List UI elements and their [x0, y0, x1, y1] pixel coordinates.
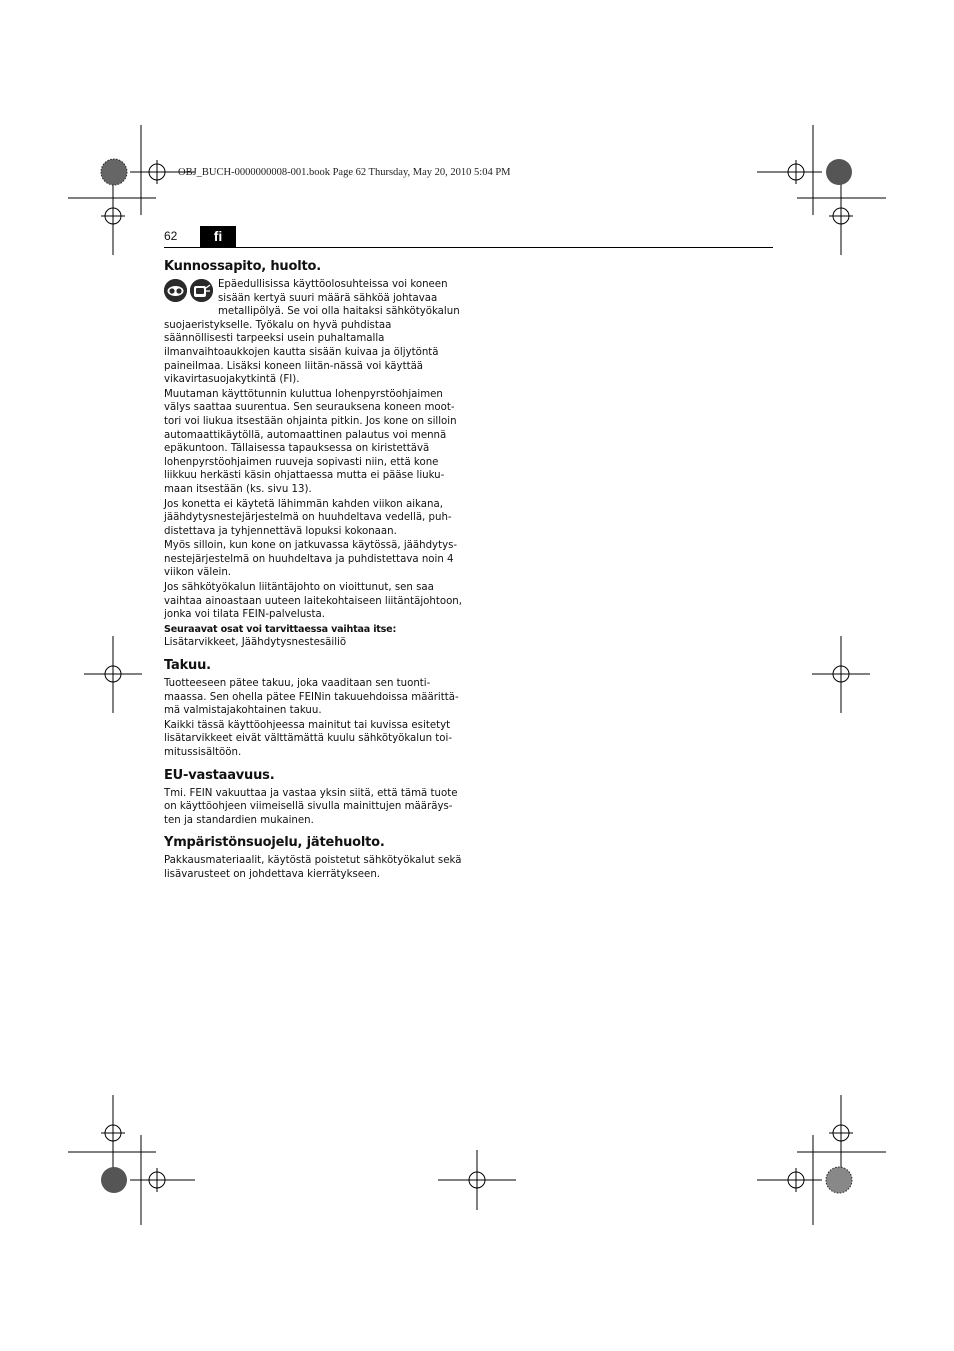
environment-section [164, 834, 462, 881]
header-rule [164, 247, 773, 248]
conformity-title: EU-vastaavuus. [164, 767, 275, 783]
paragraph: Jos sähkötyökalun liitäntäjohto on vioittunut, sen saa vaihtaa ainoastaan uuteen laitekohtaiseen liitäntäjohtoon, jonka voi tilata FEIN-palvelusta. [164, 582, 462, 621]
maintenance-section [164, 258, 462, 650]
paragraph: Myös silloin, kun kone on jatkuvassa käytössä, jäähdytys-nestejärjestelmä on huuhdeltava ja puhdistettava noin 4 viikon välein. [164, 540, 458, 579]
replaceable-parts-list: Lisätarvikkeet, Jäähdytysnestesäiliö [164, 637, 347, 649]
page-number: 62 [164, 229, 178, 243]
maintenance-title: Kunnossapito, huolto. [164, 259, 321, 274]
paragraph: Kaikki tässä käyttöohjeessa mainitut tai kuvissa esitetyt lisätarvikkeet eivät välttämättä kuulu sähkötyökalun toi-mitussisältöön. [164, 719, 453, 758]
language-tab: fi [200, 226, 236, 247]
replaceable-parts-heading: Seuraavat osat voi tarvittaessa vaihtaa itse: [164, 623, 397, 635]
print-job-header: OBJ_BUCH-0000000008-001.book Page 62 Thursday, May 20, 2010 5:04 PM [178, 167, 511, 178]
warranty-title: Takuu. [164, 658, 211, 674]
paragraph: Tuotteeseen pätee takuu, joka vaaditaan sen tuonti-maassa. Sen ohella pätee FEINin takuuehdoissa määrittä-mä valmistajakohtainen takuu. [164, 678, 459, 717]
paragraph: Jos konetta ei käytetä lähimmän kahden viikon aikana, jäähdytysnestejärjestelmä on huuhdeltava vedellä, puh-distettava ja tyhjennettävä lopuksi kokonaan. [164, 498, 452, 537]
respirator-mask-icon [190, 279, 213, 302]
paragraph: Epäedullisissa käyttöolosuhteissa voi koneen sisään kertyä suuri määrä sähköä johtavaa metallipölyä. Se voi olla haitaksi sähkötyökalun suojaeristykselle. Työkalu on hyvä puhdistaa säännöllisesti tarpeeksi usein puhaltamalla ilmanvaihtoaukkojen kautta sisään kuivaa ja öljytöntä paineilmaa. Lisäksi koneen liitän-nässä voi käyttää vikavirtasuojakytkintä (FI). [164, 279, 460, 386]
environment-title: Ympäristönsuojelu, jätehuolto. [164, 835, 385, 851]
paragraph: Muutaman käyttötunnin kuluttua lohenpyrstöohjaimen välys saattaa suurentua. Sen seurauksena koneen moot-tori voi liukua itsestään ohjainta pitkin. Jos kone on silloin automaattikäytöllä, automaattinen palautus voi mennä epäkuntoon. Tällaisessa tapauksessa on kiristettävä lohenpyrstöohjaimen ruuveja sopivasti niin, että kone liikkuu herkästi käsin ohjattaessa mutta ei pääse liuku-maan itsestään (ks. sivu 13). [164, 388, 457, 495]
conformity-section [164, 767, 462, 828]
paragraph: Tmi. FEIN vakuuttaa ja vastaa yksin siitä, että tämä tuote on käyttöohjeen viimeisellä sivulla mainittujen määräys-ten ja standardien mukainen. [164, 787, 458, 826]
safety-icons [164, 278, 218, 306]
paragraph: Pakkausmateriaalit, käytöstä poistetut sähkötyökalut sekä lisävarusteet on johdettava kierrätykseen. [164, 855, 462, 880]
warranty-section [164, 657, 462, 760]
document-body [164, 258, 462, 889]
goggles-icon [164, 279, 187, 302]
